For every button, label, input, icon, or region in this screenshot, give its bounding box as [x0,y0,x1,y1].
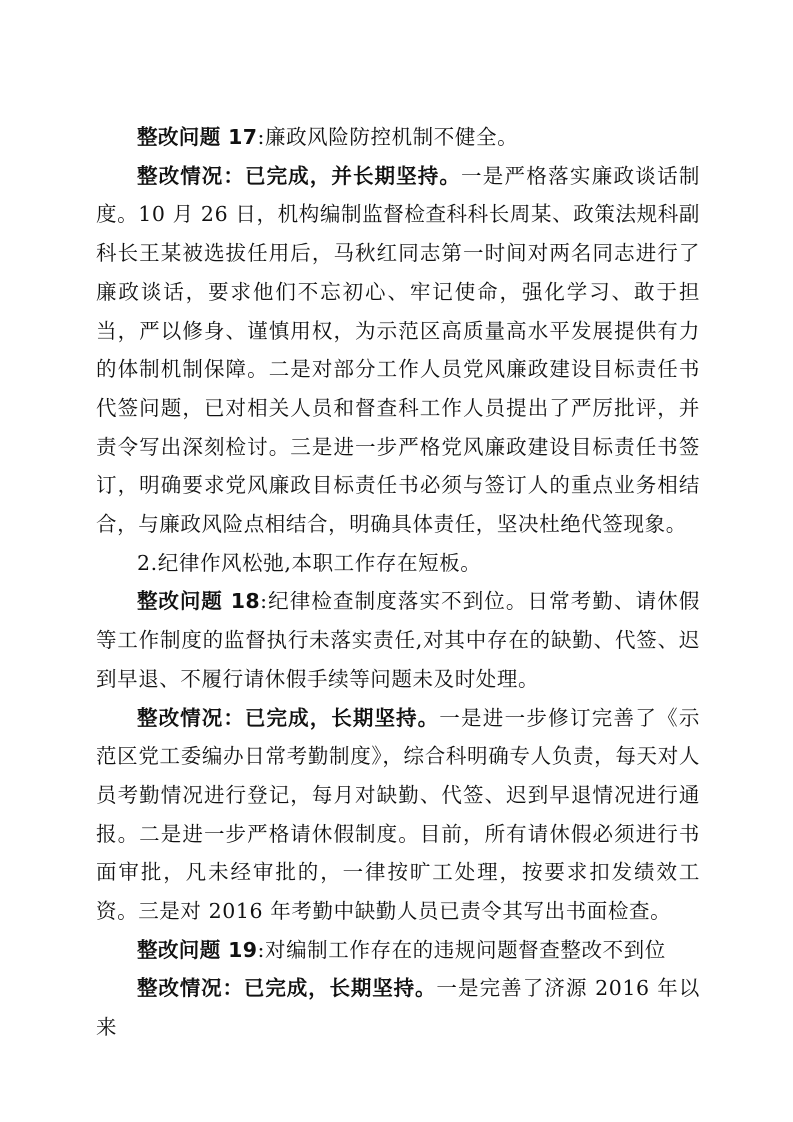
status-17-text: 一是严格落实廉政谈话制度。10 月 26 日，机构编制监督检查科科长周某、政策法规科副科长王某被选拔任用后，马秋红同志第一时间对两名同志进行了廉政谈话，要求他们不忘初心、牢记使命，强化学习、敢于担当，严以修身、谨慎用权，为示范区高质量高水平发展提供有力的体制机制保障。二是对部分工作人员党风廉政建设目标责任书代签问题，已对相关人员和督查科工作人员提出了严厉批评，并责令写出深刻检讨。三是进一步严格党风廉政建设目标责任书签订，明确要求党风廉政目标责任书必须与签订人的重点业务相结合，与廉政风险点相结合，明确具体责任，坚决杜绝代签现象。 [96,163,700,537]
paragraph-status-19 [96,969,700,1046]
paragraph-issue-18 [96,582,700,698]
section-2-heading: 2.纪律作风松弛,本职工作存在短板。 [137,550,482,575]
status-18-heading: 整改情况：已完成，长期坚持。 [137,705,440,730]
paragraph-issue-19 [96,931,700,970]
paragraph-status-17 [96,157,700,544]
paragraph-section-2 [96,544,700,583]
status-19-heading: 整改情况：已完成，长期坚持。 [137,976,437,1001]
issue-19-heading: 整改问题 19 [137,937,258,962]
issue-17-text: :廉政风险防控机制不健全。 [257,125,519,149]
paragraph-issue-17 [96,118,700,157]
status-19-text: 一是完善了济源 2016 年以来 [96,976,700,1040]
issue-18-text: :纪律检查制度落实不到位。日常考勤、请休假等工作制度的监督执行未落实责任,对其中存在的缺勤、代签、迟到早退、不履行请休假手续等问题未及时处理。 [96,589,700,691]
document-body [96,118,700,1047]
status-17-heading: 整改情况：已完成，并长期坚持。 [137,163,461,188]
issue-18-heading: 整改问题 18 [137,589,261,614]
issue-19-text: :对编制工作存在的违规问题督查整改不到位 [257,937,666,962]
paragraph-status-18 [96,699,700,931]
issue-17-heading: 整改问题 17 [137,125,258,149]
status-18-text: 一是进一步修订完善了《示范区党工委编办日常考勤制度》，综合科明确专人负责，每天对人员考勤情况进行登记，每月对缺勤、代签、迟到早退情况进行通报。二是进一步严格请休假制度。目前，所有请休假必须进行书面审批，凡未经审批的，一律按旷工处理，按要求扣发绩效工资。三是对 2016 年考勤中缺勤人员已责令其写出书面检查。 [96,705,700,924]
